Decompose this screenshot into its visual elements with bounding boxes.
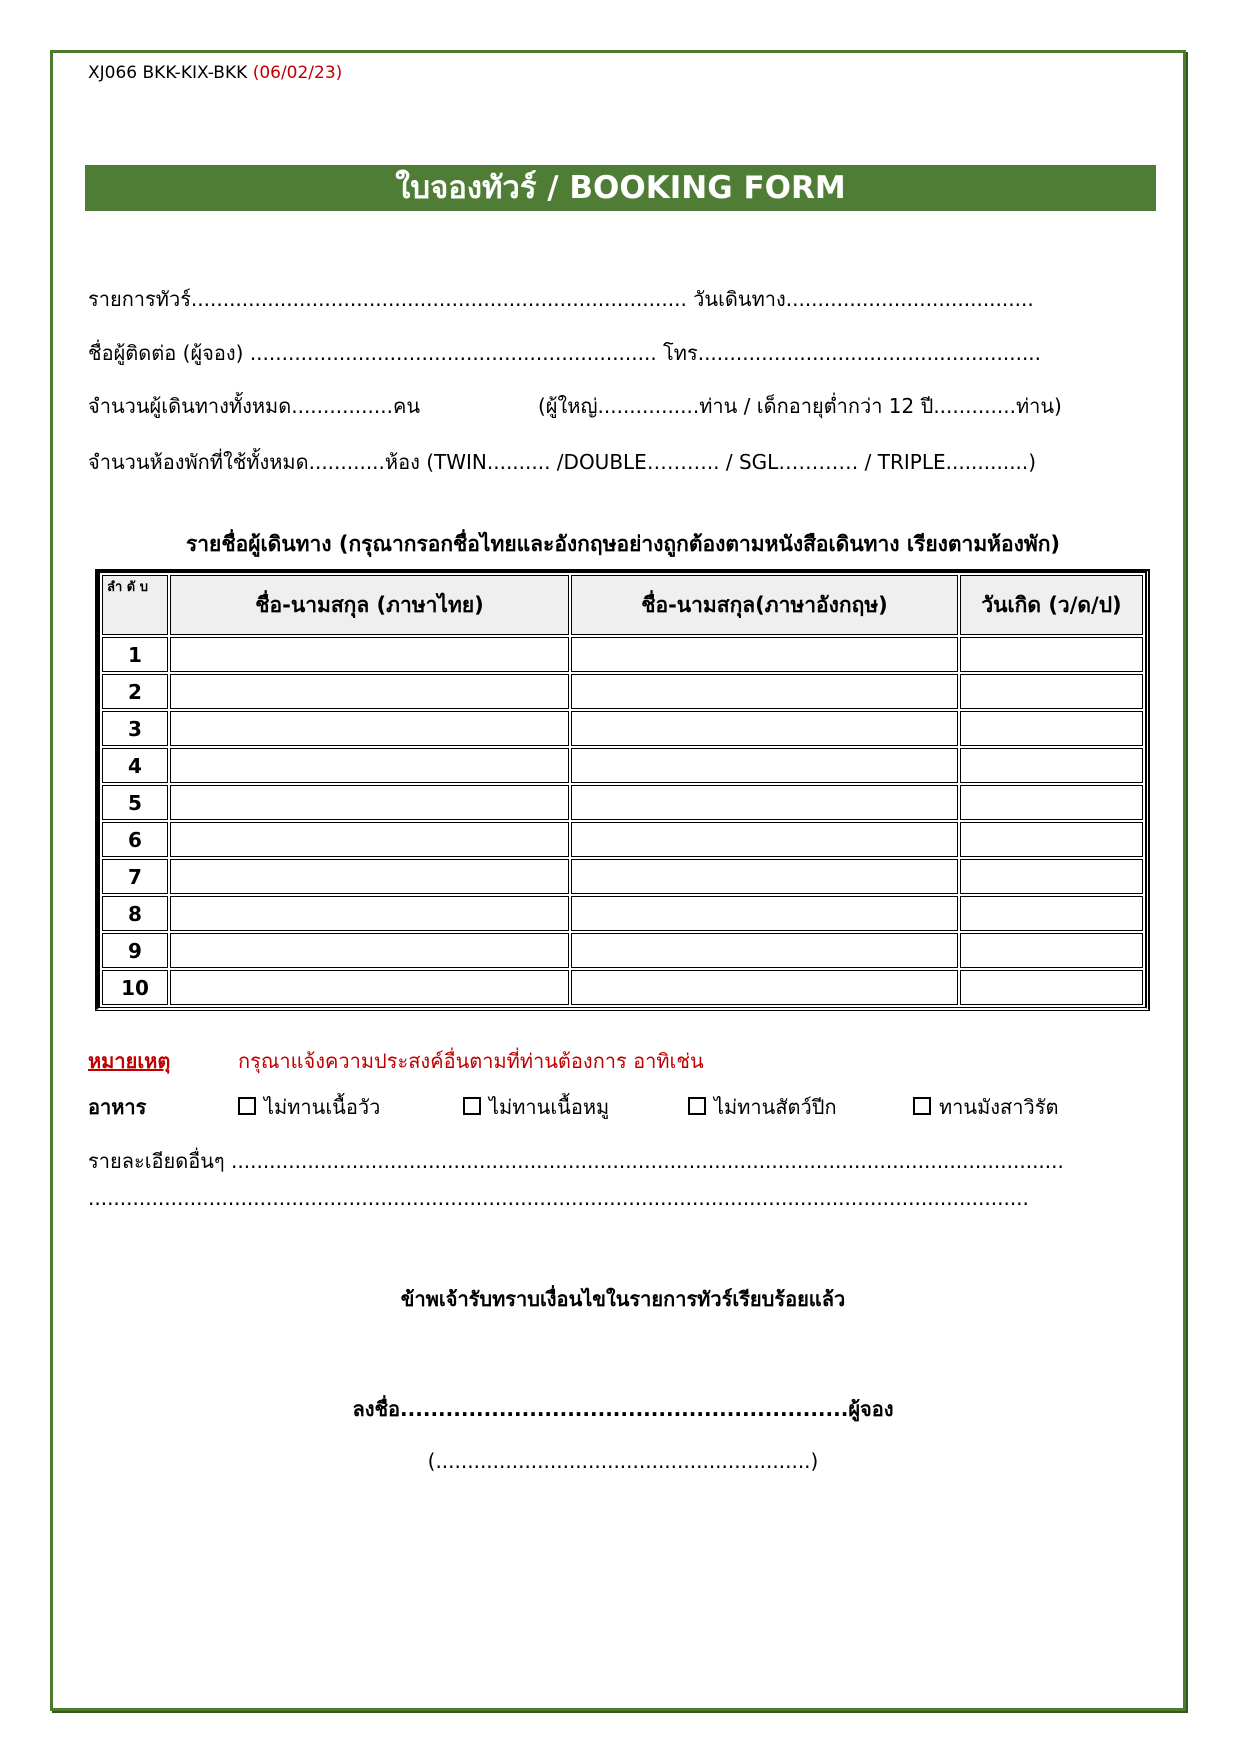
table-row (102, 748, 1143, 783)
food-label: อาหาร (88, 1095, 147, 1119)
table-row (102, 970, 1143, 1005)
checkbox-icon[interactable] (688, 1097, 706, 1115)
row-number: 8 (102, 896, 168, 931)
thai-name-cell[interactable] (170, 933, 569, 968)
table-row (102, 859, 1143, 894)
table-header-row (102, 575, 1143, 635)
dob-cell[interactable] (960, 748, 1143, 783)
table-row (102, 785, 1143, 820)
tour-code (88, 63, 342, 83)
header-english-name: ชื่อ-นามสกุล(ภาษาอังกฤษ) (571, 575, 958, 635)
dob-cell[interactable] (960, 970, 1143, 1005)
checkbox-icon[interactable] (238, 1097, 256, 1115)
other-details-field-line2[interactable]: .................................................................................................................................................... (88, 1186, 1029, 1210)
english-name-cell[interactable] (571, 822, 958, 857)
checkbox-icon[interactable] (463, 1097, 481, 1115)
food-option-label: ไม่ทานเนื้อวัว (264, 1095, 381, 1119)
food-option-label: ไม่ทานเนื้อหมู (489, 1095, 610, 1119)
tour-date: (06/02/23) (252, 63, 343, 83)
passenger-rows (102, 637, 1143, 1005)
dob-cell[interactable] (960, 933, 1143, 968)
english-name-cell[interactable] (571, 711, 958, 746)
row-number: 6 (102, 822, 168, 857)
food-option-no-pork[interactable] (463, 1091, 609, 1123)
passenger-list-title: รายชื่อผู้เดินทาง (กรุณากรอกชื่อไทยและอังกฤษอย่างถูกต้องตามหนังสือเดินทาง เรียงตามห้องพัก) (185, 532, 1061, 556)
acknowledgement-text: ข้าพเจ้ารับทราบเงื่อนไขในรายการทัวร์เรียบร้อยแล้ว (400, 1287, 846, 1311)
english-name-cell[interactable] (571, 933, 958, 968)
dob-cell[interactable] (960, 896, 1143, 931)
english-name-cell[interactable] (571, 970, 958, 1005)
english-name-cell[interactable] (571, 674, 958, 709)
row-number: 5 (102, 785, 168, 820)
thai-name-cell[interactable] (170, 970, 569, 1005)
table-row (102, 896, 1143, 931)
food-option-vegetarian[interactable] (913, 1091, 1058, 1123)
row-number: 3 (102, 711, 168, 746)
thai-name-cell[interactable] (170, 637, 569, 672)
traveler-breakdown-field[interactable]: (ผู้ใหญ่................ท่าน / เด็กอายุต่ำกว่า 12 ปี.............ท่าน) (538, 394, 1062, 418)
english-name-cell[interactable] (571, 785, 958, 820)
row-number: 4 (102, 748, 168, 783)
remark-text: กรุณาแจ้งความประสงค์อื่นตามที่ท่านต้องการ อาทิเช่น (238, 1049, 704, 1073)
food-option-no-poultry[interactable] (688, 1091, 837, 1123)
thai-name-cell[interactable] (170, 896, 569, 931)
tour-code-text: XJ066 BKK-KIX-BKK (88, 63, 248, 83)
english-name-cell[interactable] (571, 859, 958, 894)
signature-name-line[interactable]: (...........................................................) (427, 1449, 819, 1473)
food-option-label: ไม่ทานสัตว์ปีก (714, 1095, 837, 1119)
room-count-field[interactable]: จำนวนห้องพักที่ใช้ทั้งหมด............ห้อง (TWIN.......... /DOUBLE……….. / SGL………… / TRIPLE.............) (88, 450, 1037, 474)
thai-name-cell[interactable] (170, 859, 569, 894)
thai-name-cell[interactable] (170, 674, 569, 709)
english-name-cell[interactable] (571, 748, 958, 783)
food-option-label: ทานมังสาวิรัต (939, 1095, 1059, 1119)
dob-cell[interactable] (960, 674, 1143, 709)
traveler-count-field[interactable]: จำนวนผู้เดินทางทั้งหมด................คน (88, 394, 420, 418)
dob-cell[interactable] (960, 859, 1143, 894)
checkbox-icon[interactable] (913, 1097, 931, 1115)
row-number: 2 (102, 674, 168, 709)
form-title: ใบจองทัวร์ / BOOKING FORM (85, 165, 1156, 211)
dob-cell[interactable] (960, 785, 1143, 820)
remark-label: หมายเหตุ (88, 1049, 171, 1073)
dob-cell[interactable] (960, 711, 1143, 746)
thai-name-cell[interactable] (170, 785, 569, 820)
english-name-cell[interactable] (571, 896, 958, 931)
other-details-field[interactable]: รายละเอียดอื่นๆ ................................................................................................................................... (88, 1149, 1064, 1173)
food-option-no-beef[interactable] (238, 1091, 380, 1123)
header-no: ลำ ดั บ (102, 575, 168, 635)
dob-cell[interactable] (960, 637, 1143, 672)
row-number: 10 (102, 970, 168, 1005)
table-row (102, 933, 1143, 968)
thai-name-cell[interactable] (170, 822, 569, 857)
header-thai-name: ชื่อ-นามสกุล (ภาษาไทย) (170, 575, 569, 635)
header-date-of-birth: วันเกิด (ว/ด/ป) (960, 575, 1143, 635)
table-row (102, 822, 1143, 857)
row-number: 1 (102, 637, 168, 672)
signature-line[interactable]: ลงชื่อ...........................................................ผู้จอง (352, 1397, 894, 1421)
dob-cell[interactable] (960, 822, 1143, 857)
table-row (102, 711, 1143, 746)
thai-name-cell[interactable] (170, 748, 569, 783)
tour-program-field[interactable]: รายการทัวร์.............................................................................. วันเดินทาง....................................... (88, 287, 1034, 311)
english-name-cell[interactable] (571, 637, 958, 672)
contact-name-field[interactable]: ชื่อผู้ติดต่อ (ผู้จอง) ................................................................ โทร...................................................... (88, 341, 1042, 365)
table-row (102, 674, 1143, 709)
thai-name-cell[interactable] (170, 711, 569, 746)
row-number: 9 (102, 933, 168, 968)
row-number: 7 (102, 859, 168, 894)
passenger-table (95, 569, 1150, 1011)
table-row (102, 637, 1143, 672)
